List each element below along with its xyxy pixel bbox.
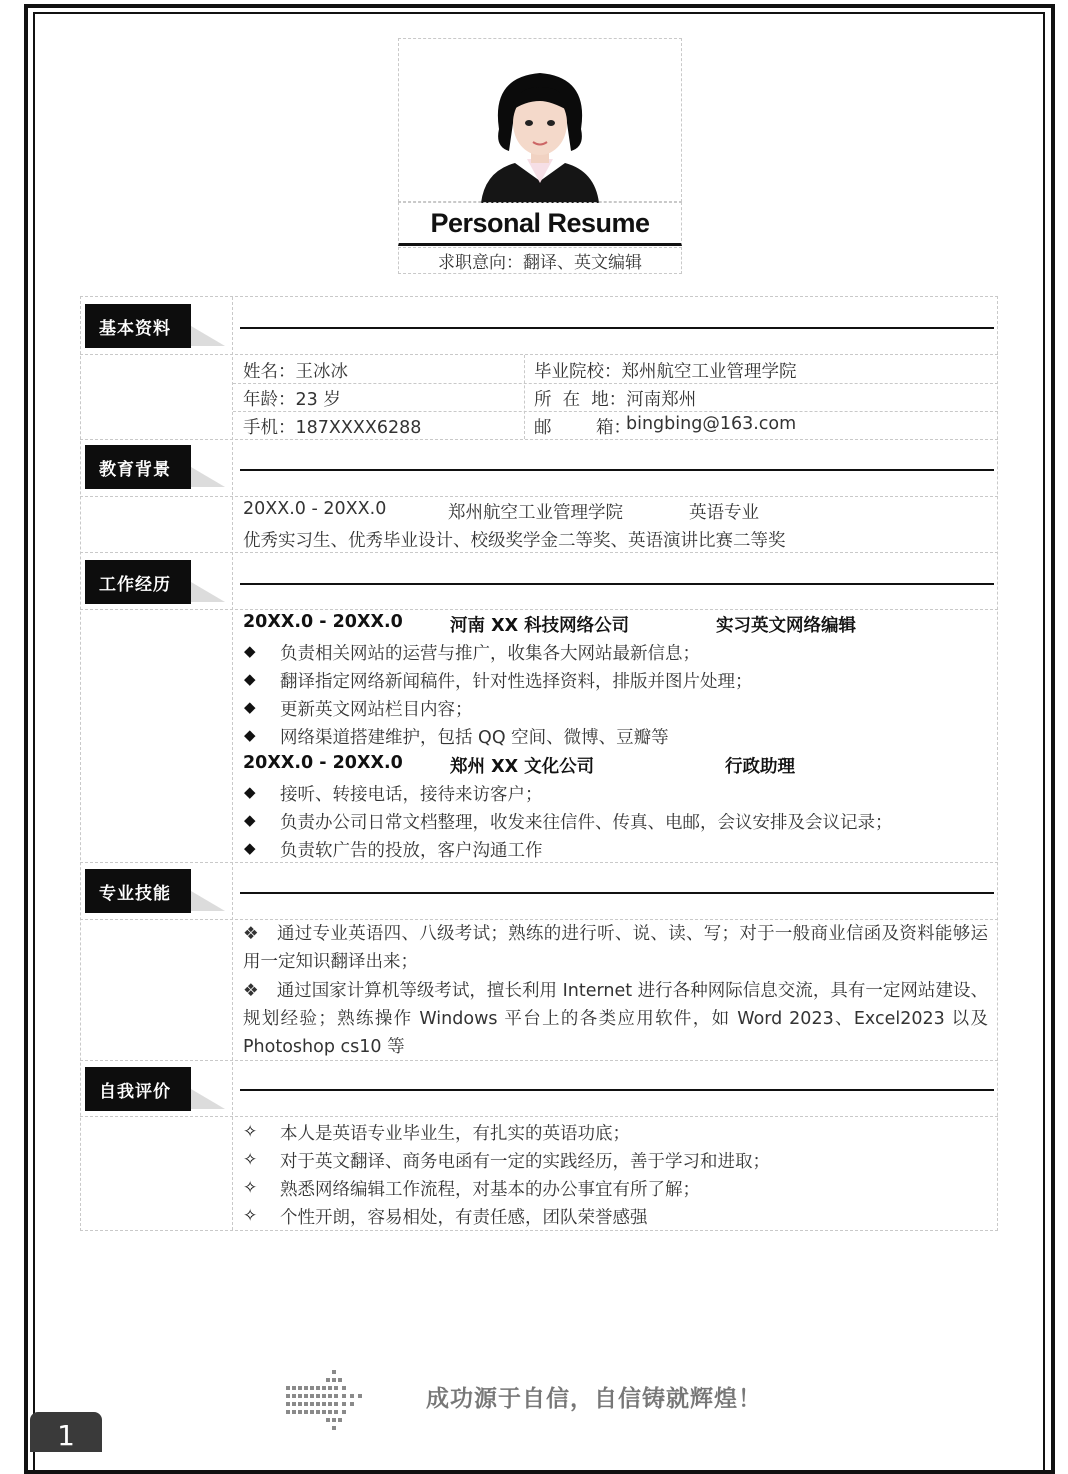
bullet-icon: ✧: [243, 1150, 258, 1170]
tag-shadow: [191, 1089, 225, 1109]
job2-period: 20XX.0 - 20XX.0: [243, 753, 403, 773]
page-title: Personal Resume: [430, 207, 650, 238]
job2-role: 行政助理: [725, 757, 795, 777]
tag-shadow: [191, 467, 225, 487]
basic-phone: 手机：187XXXX6288: [243, 418, 422, 438]
job1-company: 河南 XX 科技网络公司: [450, 616, 630, 636]
section-tag-self: 自我评价: [85, 1067, 191, 1111]
section-tag-work: 工作经历: [85, 560, 191, 604]
dotted-arrow-icon: [286, 1370, 372, 1432]
list-item: 熟悉网络编辑工作流程，对基本的办公事宜有所了解；: [280, 1180, 700, 1200]
bullet-icon: ◆: [244, 839, 256, 857]
bullet-icon: ◆: [244, 642, 256, 660]
list-item: 接听、转接电话，接待来访客户；: [280, 785, 543, 805]
basic-location: 所 在 地：河南郑州: [534, 390, 697, 410]
bullet-icon: ❖: [243, 924, 259, 944]
tag-shadow: [191, 582, 225, 602]
section-tag-basic: 基本资料: [85, 304, 191, 348]
basic-school: 毕业院校：郑州航空工业管理学院: [534, 362, 797, 382]
section-tag-education: 教育背景: [85, 445, 191, 489]
footer-slogan: 成功源于自信，自信铸就辉煌！: [426, 1386, 762, 1412]
basic-age: 年龄：23 岁: [243, 390, 341, 410]
skill-item-1: ❖ 通过专业英语四、八级考试；熟练的进行听、说、读、写；对于一般商业信函及资料能够运用一定知识翻译出来；: [243, 924, 988, 972]
list-item: 更新英文网站栏目内容；: [280, 700, 473, 720]
basic-name: 姓名：王冰冰: [243, 362, 348, 382]
job1-period: 20XX.0 - 20XX.0: [243, 612, 403, 632]
profile-photo-frame: [398, 38, 682, 202]
bullet-icon: ❖: [243, 981, 259, 1001]
list-item: 翻译指定网络新闻稿件，针对性选择资料，排版并图片处理；: [280, 672, 753, 692]
tag-shadow: [191, 891, 225, 911]
avatar: [481, 67, 599, 203]
bullet-icon: ◆: [244, 698, 256, 716]
job-intent: 求职意向：翻译、英文编辑: [398, 247, 682, 274]
list-item: 个性开朗，容易相处，有责任感，团队荣誉感强: [280, 1208, 648, 1228]
section-rule: [240, 469, 994, 471]
tag-shadow: [191, 326, 225, 346]
list-item: 网络渠道搭建维护，包括 QQ 空间、微博、豆瓣等: [280, 728, 669, 748]
bullet-icon: ✧: [243, 1178, 258, 1198]
edu-major: 英语专业: [689, 503, 759, 523]
edu-school: 郑州航空工业管理学院: [448, 503, 623, 523]
section-tag-skills: 专业技能: [85, 869, 191, 913]
basic-email[interactable]: bingbing@163.com: [626, 414, 797, 434]
list-item: 负责办公司日常文档整理，收发来往信件、传真、电邮，会议安排及会议记录；: [280, 813, 893, 833]
basic-email-label: 邮 箱：: [534, 418, 632, 438]
list-item: 负责相关网站的运营与推广，收集各大网站最新信息；: [280, 644, 700, 664]
skill-item-2: ❖ 通过国家计算机等级考试，擅长利用 Internet 进行各种网际信息交流，具有一定网站建设、规划经验；熟练操作 Windows 平台上的各类应用软件，如 Word 2023、Excel2023 以及 Photoshop cs10 等: [243, 981, 988, 1057]
bullet-icon: ✧: [243, 1122, 258, 1142]
section-rule: [240, 327, 994, 329]
section-rule: [240, 1089, 994, 1091]
section-rule: [240, 892, 994, 894]
bullet-icon: ◆: [244, 726, 256, 744]
edu-honors: 优秀实习生、优秀毕业设计、校级奖学金二等奖、英语演讲比赛二等奖: [243, 531, 786, 551]
resume-title-box: [398, 202, 682, 246]
list-item: 对于英文翻译、商务电函有一定的实践经历，善于学习和进取；: [280, 1152, 770, 1172]
edu-period: 20XX.0 - 20XX.0: [243, 499, 387, 519]
list-item: 本人是英语专业毕业生，有扎实的英语功底；: [280, 1124, 630, 1144]
section-rule: [240, 583, 994, 585]
page-number-tab[interactable]: 1: [30, 1412, 102, 1452]
bullet-icon: ◆: [244, 811, 256, 829]
bullet-icon: ✧: [243, 1206, 258, 1226]
list-item: 负责软广告的投放，客户沟通工作: [280, 841, 543, 861]
bullet-icon: ◆: [244, 783, 256, 801]
job1-role: 实习英文网络编辑: [716, 616, 856, 636]
bullet-icon: ◆: [244, 670, 256, 688]
job2-company: 郑州 XX 文化公司: [450, 757, 595, 777]
